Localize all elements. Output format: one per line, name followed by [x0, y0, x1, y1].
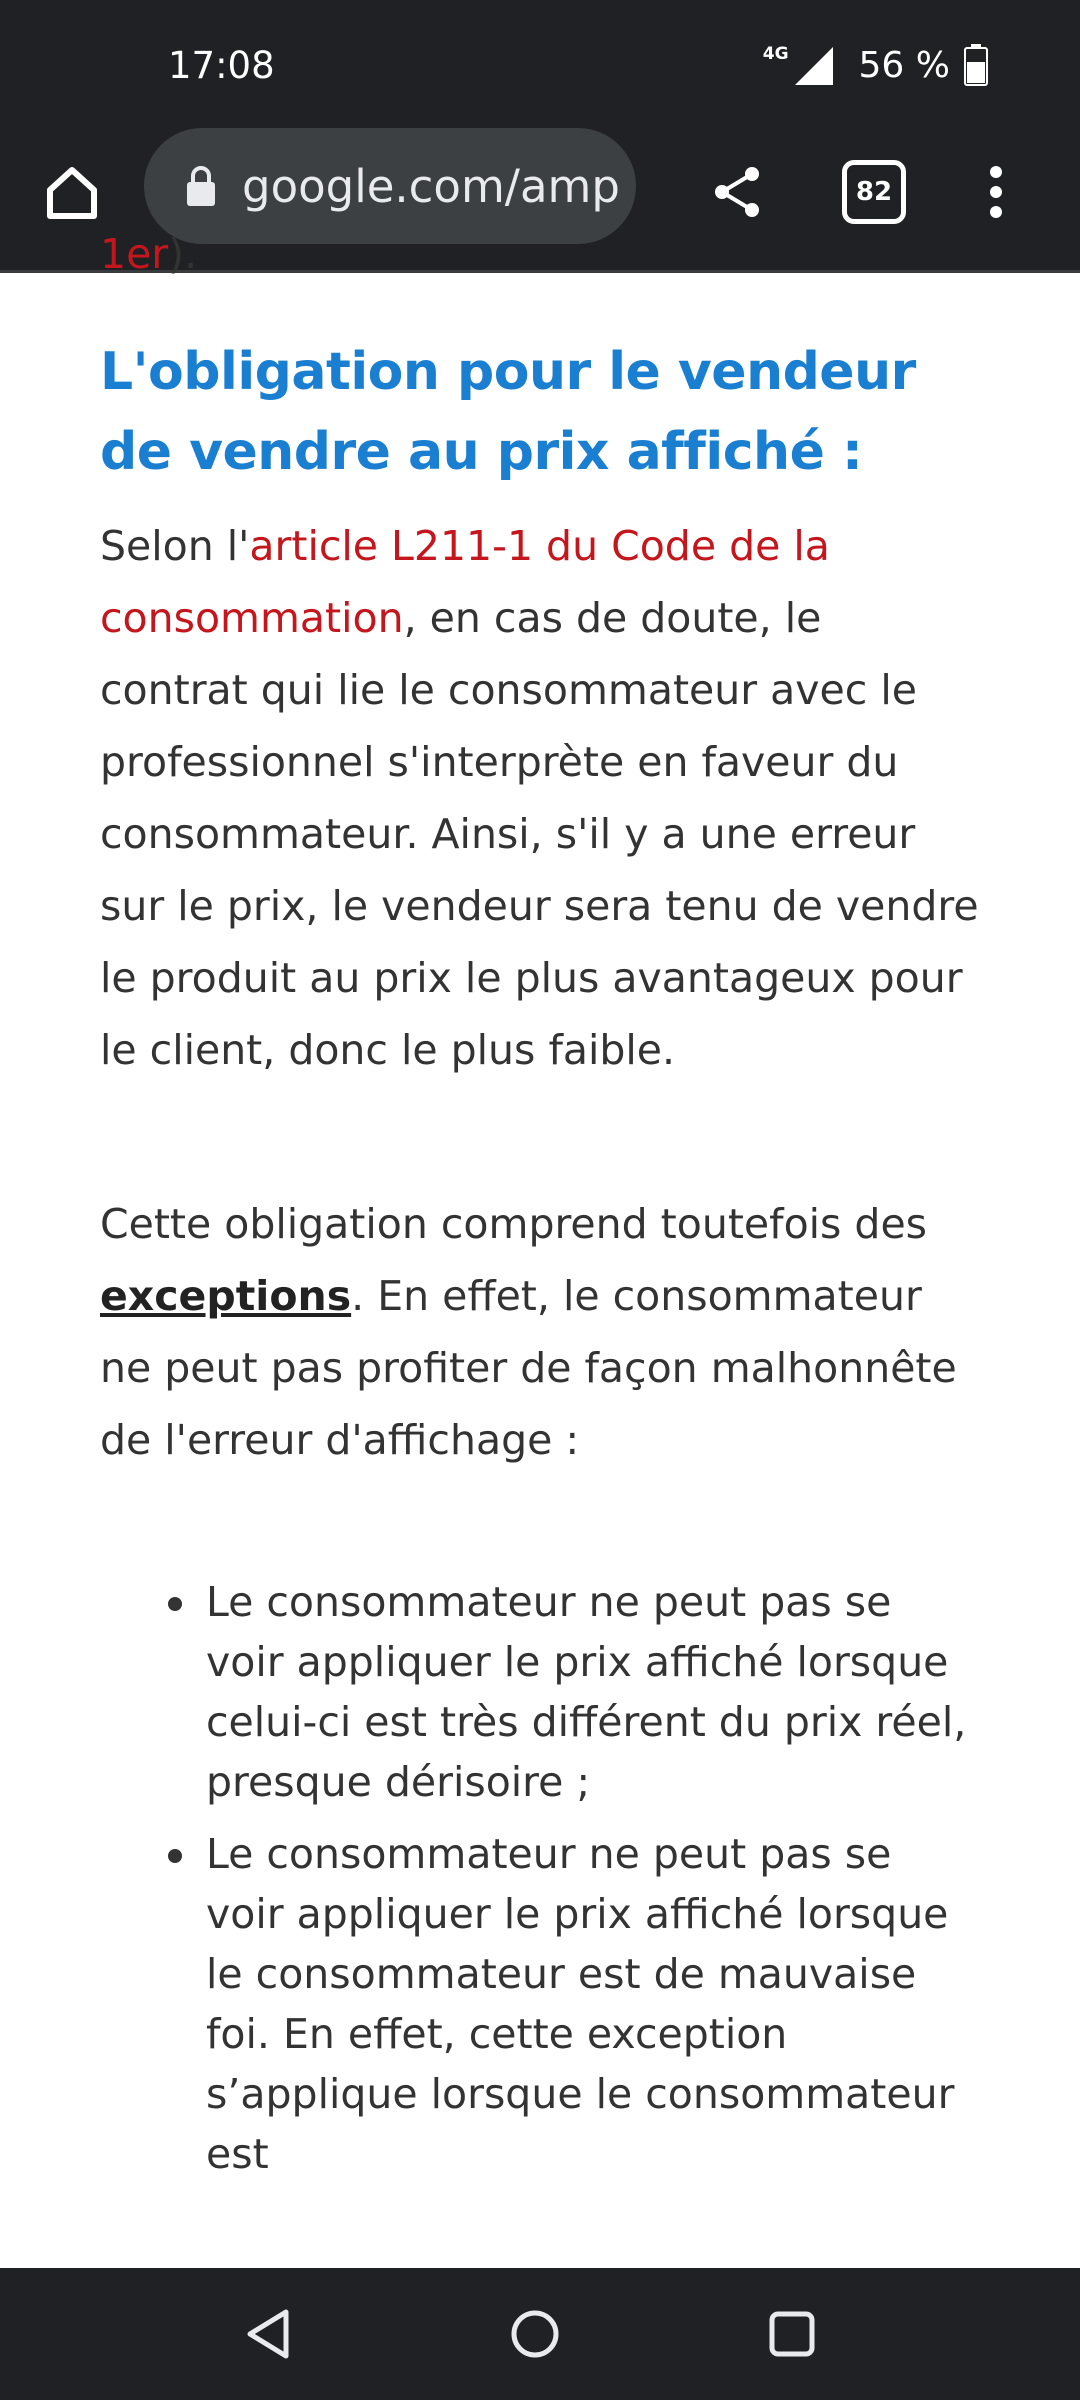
exceptions-list — [100, 1572, 980, 2184]
para1-prefix: Selon l' — [100, 522, 250, 570]
clipped-previous-line — [100, 218, 980, 290]
list-item: Le consommateur ne peut pas se voir appliquer le prix affiché lorsque celui-ci est très différent du prix réel, presque dérisoire ; — [100, 1572, 980, 1812]
more-vert-icon — [986, 164, 1006, 220]
status-time: 17:08 — [168, 44, 275, 87]
paragraph-2 — [100, 1188, 980, 1476]
paragraph-1 — [100, 510, 980, 1086]
para2-text: . En effet, le consommateur ne peut pas profiter de façon malhonnête de l'erreur d'affichage : — [100, 1272, 957, 1464]
system-navigation-bar — [0, 2268, 1080, 2400]
network-type: 4G — [762, 44, 789, 64]
url-text: google.com/amp — [242, 159, 620, 213]
home-icon — [42, 162, 102, 222]
status-icons — [763, 40, 988, 90]
square-recents-icon[interactable] — [762, 2304, 822, 2364]
share-icon — [710, 164, 766, 220]
paragraph-spacer — [100, 1086, 980, 1188]
home-button[interactable] — [36, 156, 108, 228]
circle-home-icon[interactable] — [505, 2304, 565, 2364]
clipped-line-end: ). — [168, 230, 198, 278]
tab-switcher-button[interactable]: 82 — [842, 160, 906, 224]
para2-prefix: Cette obligation comprend toutefois des — [100, 1200, 928, 1248]
battery-percent: 56 % — [858, 44, 950, 86]
page-content[interactable] — [0, 230, 1080, 2268]
code-consommation-link[interactable]: article L211-1 du Code de la consommation — [100, 522, 830, 642]
signal-icon — [791, 43, 835, 87]
section-heading: L'obligation pour le vendeur de vendre au prix affiché : — [100, 342, 916, 482]
battery-icon — [964, 44, 988, 86]
article-link-clipped[interactable]: 1er — [100, 230, 169, 278]
lock-icon — [184, 164, 218, 208]
back-triangle-icon[interactable] — [240, 2304, 300, 2364]
para1-text: , en cas de doute, le contrat qui lie le consommateur avec le professionnel s'interprète en faveur du consommateur. Ainsi, s'il y a une erreur sur le prix, le vendeur sera tenu de vendre le produit au prix le plus avantageux pour le client, donc le plus faible. — [100, 594, 979, 1074]
exceptions-emphasis: exceptions — [100, 1272, 352, 1320]
status-bar — [0, 0, 1080, 130]
list-item: Le consommateur ne peut pas se voir appliquer le prix affiché lorsque le consommateur est de mauvaise foi. En effet, cette exception s’applique lorsque le consommateur est — [100, 1824, 980, 2184]
article — [100, 218, 980, 2196]
